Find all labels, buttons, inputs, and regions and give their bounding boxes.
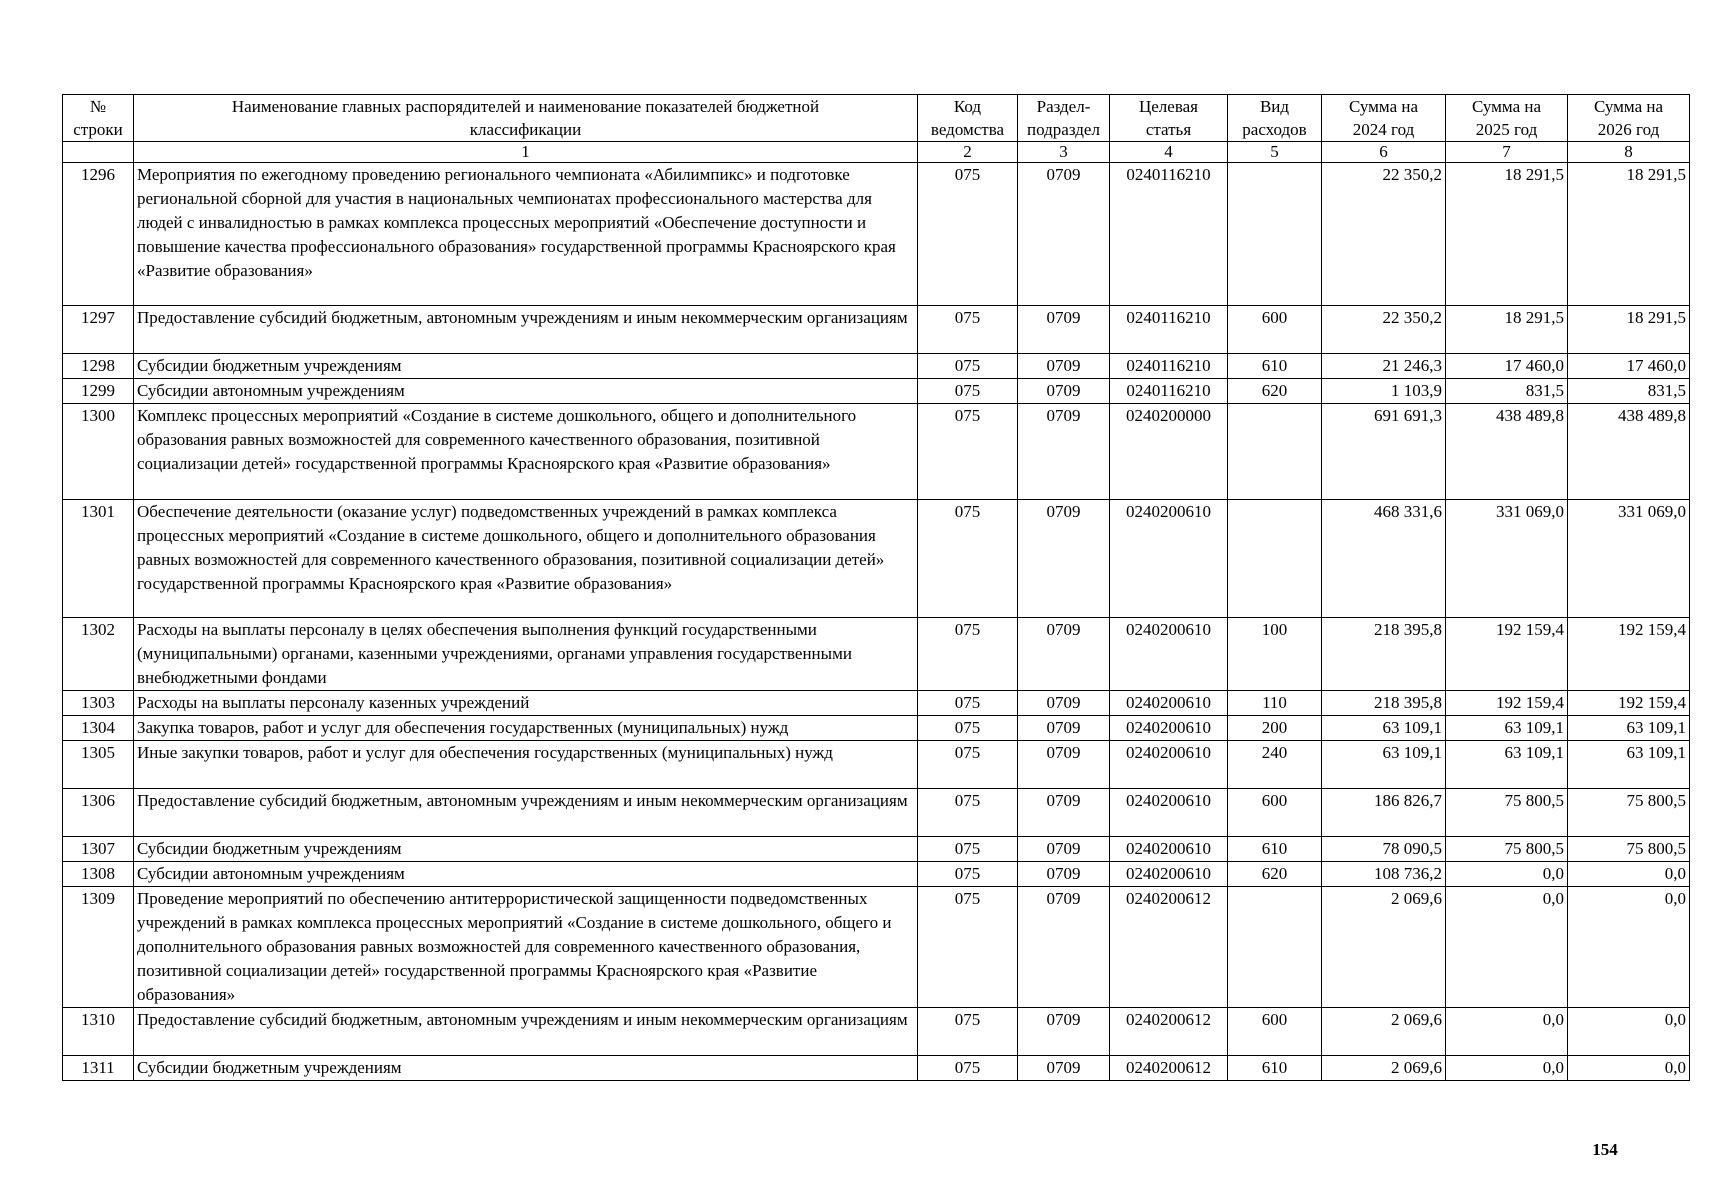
sum-2026: 331 069,0 (1568, 500, 1690, 618)
expense-type (1228, 163, 1322, 306)
department-code: 075 (918, 306, 1018, 354)
section-code: 0709 (1018, 887, 1110, 1008)
table-row (63, 716, 1690, 741)
sum-2026: 18 291,5 (1568, 163, 1690, 306)
expense-type (1228, 404, 1322, 500)
row-number: 1308 (63, 862, 134, 887)
section-code: 0709 (1018, 837, 1110, 862)
sum-2024: 691 691,3 (1322, 404, 1446, 500)
row-name: Комплекс процессных мероприятий «Создание в системе дошкольного, общего и дополнительного образования равных возможностей для современного качественного образования, позитивной социализации детей» государственной программы Красноярского края «Развитие образования» (134, 404, 918, 500)
department-code: 075 (918, 789, 1018, 837)
row-name: Субсидии бюджетным учреждениям (134, 1056, 918, 1081)
sum-2024: 1 103,9 (1322, 379, 1446, 404)
sum-2024: 468 331,6 (1322, 500, 1446, 618)
department-code: 075 (918, 379, 1018, 404)
table-row (63, 741, 1690, 789)
sum-2026: 17 460,0 (1568, 354, 1690, 379)
sum-2025: 438 489,8 (1446, 404, 1568, 500)
target-article: 0240200612 (1110, 1056, 1228, 1081)
table-row (63, 163, 1690, 306)
row-name: Мероприятия по ежегодному проведению регионального чемпионата «Абилимпикс» и подготовке региональной сборной для участия в национальных чемпионатах профессионального мастерства для людей с инвалидностью в рамках комплекса процессных мероприятий «Обеспечение доступности и повышение качества профессионального образования» государственной программы Красноярского края «Развитие образования» (134, 163, 918, 306)
sum-2024: 2 069,6 (1322, 1056, 1446, 1081)
row-number: 1305 (63, 741, 134, 789)
table-row (63, 354, 1690, 379)
section-code: 0709 (1018, 789, 1110, 837)
sum-2026: 438 489,8 (1568, 404, 1690, 500)
sum-2025: 0,0 (1446, 1056, 1568, 1081)
sum-2026: 75 800,5 (1568, 789, 1690, 837)
expense-type: 600 (1228, 1008, 1322, 1056)
table-body (63, 163, 1690, 1081)
column-number: 1 (134, 142, 918, 163)
department-code: 075 (918, 837, 1018, 862)
row-number: 1303 (63, 691, 134, 716)
row-name: Субсидии бюджетным учреждениям (134, 837, 918, 862)
column-number: 5 (1228, 142, 1322, 163)
expense-type (1228, 887, 1322, 1008)
column-number: 7 (1446, 142, 1568, 163)
column-number-row (63, 142, 1690, 163)
section-code: 0709 (1018, 404, 1110, 500)
sum-2024: 2 069,6 (1322, 887, 1446, 1008)
row-number: 1307 (63, 837, 134, 862)
sum-2024: 2 069,6 (1322, 1008, 1446, 1056)
sum-2024: 21 246,3 (1322, 354, 1446, 379)
section-code: 0709 (1018, 618, 1110, 691)
header-sum-2024: Сумма на 2024 год (1322, 95, 1446, 142)
row-number: 1297 (63, 306, 134, 354)
row-number: 1300 (63, 404, 134, 500)
department-code: 075 (918, 404, 1018, 500)
expense-type: 610 (1228, 837, 1322, 862)
row-name: Расходы на выплаты персоналу в целях обеспечения выполнения функций государственными (муниципальными) органами, казенными учреждениями, органами управления государственными внебюджетными фондами (134, 618, 918, 691)
sum-2026: 0,0 (1568, 1008, 1690, 1056)
sum-2025: 63 109,1 (1446, 741, 1568, 789)
target-article: 0240200610 (1110, 716, 1228, 741)
row-number: 1304 (63, 716, 134, 741)
expense-type: 200 (1228, 716, 1322, 741)
header-sum-2026: Сумма на 2026 год (1568, 95, 1690, 142)
sum-2026: 0,0 (1568, 887, 1690, 1008)
sum-2024: 63 109,1 (1322, 716, 1446, 741)
section-code: 0709 (1018, 163, 1110, 306)
sum-2025: 0,0 (1446, 862, 1568, 887)
expense-type: 600 (1228, 789, 1322, 837)
table-row (63, 618, 1690, 691)
row-number: 1302 (63, 618, 134, 691)
column-number: 2 (918, 142, 1018, 163)
page-number: 154 (1592, 1140, 1618, 1159)
header-section: Раздел- подраздел (1018, 95, 1110, 142)
row-name: Субсидии автономным учреждениям (134, 862, 918, 887)
target-article: 0240116210 (1110, 163, 1228, 306)
target-article: 0240116210 (1110, 354, 1228, 379)
sum-2025: 192 159,4 (1446, 691, 1568, 716)
target-article: 0240200610 (1110, 618, 1228, 691)
target-article: 0240200610 (1110, 862, 1228, 887)
sum-2026: 831,5 (1568, 379, 1690, 404)
table-row (63, 379, 1690, 404)
department-code: 075 (918, 618, 1018, 691)
expense-type: 610 (1228, 354, 1322, 379)
sum-2026: 0,0 (1568, 1056, 1690, 1081)
expense-type: 620 (1228, 862, 1322, 887)
section-code: 0709 (1018, 500, 1110, 618)
department-code: 075 (918, 716, 1018, 741)
header-row (63, 95, 1690, 142)
sum-2025: 18 291,5 (1446, 306, 1568, 354)
row-number: 1309 (63, 887, 134, 1008)
department-code: 075 (918, 354, 1018, 379)
target-article: 0240200612 (1110, 887, 1228, 1008)
sum-2024: 63 109,1 (1322, 741, 1446, 789)
sum-2024: 78 090,5 (1322, 837, 1446, 862)
table-row (63, 404, 1690, 500)
budget-table (62, 94, 1690, 1081)
department-code: 075 (918, 1056, 1018, 1081)
table-row (63, 789, 1690, 837)
section-code: 0709 (1018, 1008, 1110, 1056)
expense-type: 610 (1228, 1056, 1322, 1081)
expense-type: 110 (1228, 691, 1322, 716)
header-row-number: № строки (63, 95, 134, 142)
row-number: 1311 (63, 1056, 134, 1081)
section-code: 0709 (1018, 691, 1110, 716)
sum-2024: 108 736,2 (1322, 862, 1446, 887)
table-row (63, 1008, 1690, 1056)
row-name: Предоставление субсидий бюджетным, автономным учреждениям и иным некоммерческим организациям (134, 789, 918, 837)
expense-type: 100 (1228, 618, 1322, 691)
budget-sheet (62, 94, 1689, 1081)
sum-2025: 75 800,5 (1446, 789, 1568, 837)
row-name: Предоставление субсидий бюджетным, автономным учреждениям и иным некоммерческим организациям (134, 306, 918, 354)
sum-2026: 18 291,5 (1568, 306, 1690, 354)
row-name: Предоставление субсидий бюджетным, автономным учреждениям и иным некоммерческим организациям (134, 1008, 918, 1056)
target-article: 0240200612 (1110, 1008, 1228, 1056)
row-name: Обеспечение деятельности (оказание услуг) подведомственных учреждений в рамках комплекса процессных мероприятий «Создание в системе дошкольного, общего и дополнительного образования равных возможностей для современного качественного образования, позитивной социализации детей» государственной программы Красноярского края «Развитие образования» (134, 500, 918, 618)
sum-2026: 0,0 (1568, 862, 1690, 887)
column-number: 6 (1322, 142, 1446, 163)
sum-2025: 0,0 (1446, 887, 1568, 1008)
target-article: 0240200610 (1110, 789, 1228, 837)
target-article: 0240200610 (1110, 500, 1228, 618)
table-row (63, 1056, 1690, 1081)
target-article: 0240200610 (1110, 837, 1228, 862)
column-number: 8 (1568, 142, 1690, 163)
sum-2025: 831,5 (1446, 379, 1568, 404)
target-article: 0240116210 (1110, 306, 1228, 354)
sum-2026: 192 159,4 (1568, 618, 1690, 691)
expense-type: 620 (1228, 379, 1322, 404)
sum-2025: 192 159,4 (1446, 618, 1568, 691)
sum-2024: 218 395,8 (1322, 618, 1446, 691)
row-name: Субсидии бюджетным учреждениям (134, 354, 918, 379)
sum-2024: 22 350,2 (1322, 306, 1446, 354)
row-name: Расходы на выплаты персоналу казенных учреждений (134, 691, 918, 716)
sum-2024: 218 395,8 (1322, 691, 1446, 716)
sum-2026: 63 109,1 (1568, 716, 1690, 741)
row-number: 1306 (63, 789, 134, 837)
target-article: 0240200610 (1110, 741, 1228, 789)
expense-type (1228, 500, 1322, 618)
sum-2025: 17 460,0 (1446, 354, 1568, 379)
header-department-code: Код ведомства (918, 95, 1018, 142)
table-row (63, 500, 1690, 618)
sum-2025: 0,0 (1446, 1008, 1568, 1056)
section-code: 0709 (1018, 306, 1110, 354)
target-article: 0240200610 (1110, 691, 1228, 716)
section-code: 0709 (1018, 354, 1110, 379)
row-number: 1298 (63, 354, 134, 379)
target-article: 0240116210 (1110, 379, 1228, 404)
section-code: 0709 (1018, 379, 1110, 404)
column-number: 4 (1110, 142, 1228, 163)
department-code: 075 (918, 741, 1018, 789)
table-row (63, 691, 1690, 716)
row-number: 1301 (63, 500, 134, 618)
section-code: 0709 (1018, 741, 1110, 789)
section-code: 0709 (1018, 862, 1110, 887)
header-name: Наименование главных распорядителей и наименование показателей бюджетной классификации (134, 95, 918, 142)
department-code: 075 (918, 500, 1018, 618)
expense-type: 600 (1228, 306, 1322, 354)
department-code: 075 (918, 887, 1018, 1008)
sum-2025: 331 069,0 (1446, 500, 1568, 618)
row-number: 1296 (63, 163, 134, 306)
sum-2024: 186 826,7 (1322, 789, 1446, 837)
row-name: Иные закупки товаров, работ и услуг для обеспечения государственных (муниципальных) нужд (134, 741, 918, 789)
header-sum-2025: Сумма на 2025 год (1446, 95, 1568, 142)
header-target-article: Целевая статья (1110, 95, 1228, 142)
sum-2024: 22 350,2 (1322, 163, 1446, 306)
section-code: 0709 (1018, 716, 1110, 741)
table-row (63, 837, 1690, 862)
sum-2026: 192 159,4 (1568, 691, 1690, 716)
sum-2025: 75 800,5 (1446, 837, 1568, 862)
table-row (63, 862, 1690, 887)
department-code: 075 (918, 163, 1018, 306)
table-row (63, 887, 1690, 1008)
sum-2026: 63 109,1 (1568, 741, 1690, 789)
sum-2026: 75 800,5 (1568, 837, 1690, 862)
sum-2025: 18 291,5 (1446, 163, 1568, 306)
department-code: 075 (918, 691, 1018, 716)
section-code: 0709 (1018, 1056, 1110, 1081)
column-number (63, 142, 134, 163)
row-number: 1310 (63, 1008, 134, 1056)
table-row (63, 306, 1690, 354)
department-code: 075 (918, 1008, 1018, 1056)
row-number: 1299 (63, 379, 134, 404)
target-article: 0240200000 (1110, 404, 1228, 500)
sum-2025: 63 109,1 (1446, 716, 1568, 741)
row-name: Закупка товаров, работ и услуг для обеспечения государственных (муниципальных) нужд (134, 716, 918, 741)
column-number: 3 (1018, 142, 1110, 163)
row-name: Проведение мероприятий по обеспечению антитеррористической защищенности подведомственных учреждений в рамках комплекса процессных мероприятий «Создание в системе дошкольного, общего и дополнительного образования равных возможностей для современного качественного образования, позитивной социализации детей» государственной программы Красноярского края «Развитие образования» (134, 887, 918, 1008)
row-name: Субсидии автономным учреждениям (134, 379, 918, 404)
expense-type: 240 (1228, 741, 1322, 789)
department-code: 075 (918, 862, 1018, 887)
header-expense-type: Вид расходов (1228, 95, 1322, 142)
